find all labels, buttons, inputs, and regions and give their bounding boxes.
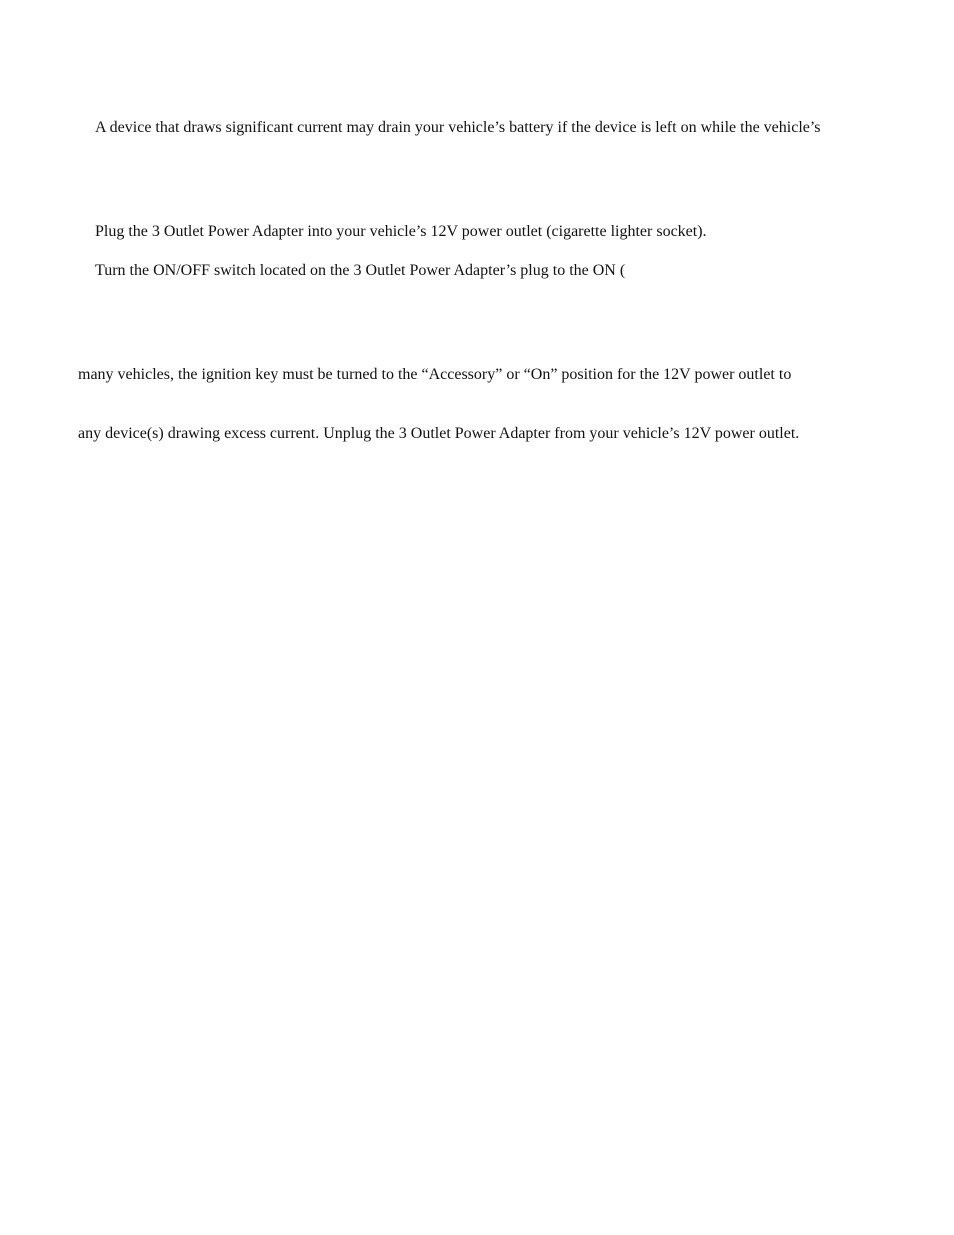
text-line-switch-instruction: Turn the ON/OFF switch located on the 3 Outlet Power Adapter’s plug to the ON ( xyxy=(95,262,626,279)
text-line-battery-warning: A device that draws significant current may drain your vehicle’s battery if the device is left on while the vehicle’s xyxy=(95,119,821,136)
text-line-ignition-note: many vehicles, the ignition key must be turned to the “Accessory” or “On” position for the 12V power outlet to xyxy=(78,366,792,383)
text-line-plug-instruction: Plug the 3 Outlet Power Adapter into your vehicle’s 12V power outlet (cigarette lighter socket). xyxy=(95,223,707,240)
text-line-unplug-instruction: any device(s) drawing excess current. Unplug the 3 Outlet Power Adapter from your vehicle’s 12V power outlet. xyxy=(78,425,800,442)
